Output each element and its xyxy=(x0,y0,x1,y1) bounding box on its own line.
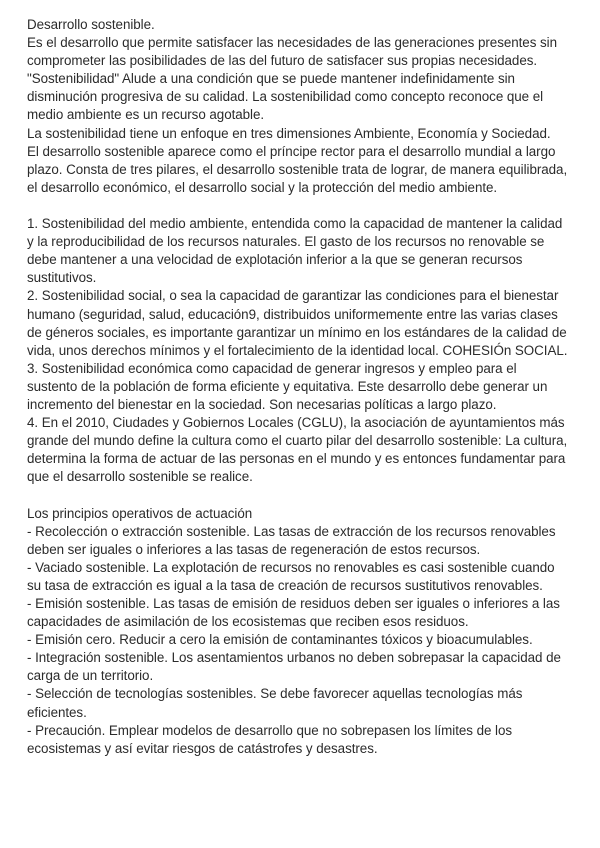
pillar-line: de géneros sociales, es importante garantizar un mínimo en los estándares de la calidad de xyxy=(27,324,567,340)
intro-line: el desarrollo económico, el desarrollo social y la protección del medio ambiente. xyxy=(27,179,498,195)
pillar-line: 4. En el 2010, Ciudades y Gobiernos Locales (CGLU), la asociación de ayuntamientos más xyxy=(27,415,565,431)
pillar-line: incremento del bienestar en la sociedad. Son necesarias políticas a largo plazo. xyxy=(27,396,497,412)
pillar-line: 1. Sostenibilidad del medio ambiente, entendida como la capacidad de mantener la calidad xyxy=(27,216,563,232)
principle-line: - Vaciado sostenible. La explotación de recursos no renovables es casi sostenible cuando xyxy=(27,559,555,575)
intro-section xyxy=(27,34,587,197)
document-title: Desarrollo sostenible. xyxy=(27,17,155,32)
pillar-line: sustitutivos. xyxy=(27,270,97,286)
principle-line: ecosistemas y así evitar riesgos de catástrofes y desastres. xyxy=(27,740,378,756)
principle-line: carga de un territorio. xyxy=(27,668,154,684)
paragraph-spacer xyxy=(27,197,587,215)
pillar-line: determina la forma de actuar de las personas en el mundo y es entonces fundamentar para xyxy=(27,451,566,467)
pillar-line: grande del mundo define la cultura como el cuarto pilar del desarrollo sostenible: La cultura, xyxy=(27,433,568,449)
intro-line: Es el desarrollo que permite satisfacer las necesidades de las generaciones presentes sin xyxy=(27,35,557,51)
principle-line: - Selección de tecnologías sostenibles. Se debe favorecer aquellas tecnologías más xyxy=(27,686,523,702)
pillar-line: 2. Sostenibilidad social, o sea la capacidad de garantizar las condiciones para el bienestar xyxy=(27,288,559,304)
principle-line: deben ser iguales o inferiores a las tasas de regeneración de estos recursos. xyxy=(27,541,481,557)
intro-line: plazo. Consta de tres pilares, el desarrollo sostenible trata de lograr, de manera equilibrada, xyxy=(27,161,568,177)
intro-line: La sostenibilidad tiene un enfoque en tres dimensiones Ambiente, Economía y Sociedad. xyxy=(27,125,551,141)
intro-line: "Sostenibilidad" Alude a una condición que se puede mantener indefinidamente sin xyxy=(27,71,515,87)
principle-line: - Emisión cero. Reducir a cero la emisión de contaminantes tóxicos y bioacumulables. xyxy=(27,632,533,648)
paragraph-spacer xyxy=(27,486,587,504)
principles-heading: Los principios operativos de actuación xyxy=(27,505,253,521)
pillar-line: que el desarrollo sostenible se realice. xyxy=(27,469,253,485)
pillars-section xyxy=(27,215,587,486)
principle-line: capacidades de asimilación de los ecosistemas que reciben esos residuos. xyxy=(27,614,469,630)
pillar-line: 3. Sostenibilidad económica como capacidad de generar ingresos y empleo para el xyxy=(27,360,517,376)
intro-line: medio ambiente es un recurso agotable. xyxy=(27,107,265,123)
principle-line: su tasa de extracción es igual a la tasa de creación de recursos sustitutivos renovables. xyxy=(27,577,543,593)
document-page xyxy=(27,16,587,758)
principle-line: eficientes. xyxy=(27,704,87,720)
pillar-line: y la reproducibilidad de los recursos naturales. El gasto de los recursos no renovable se xyxy=(27,234,545,250)
pillar-line: humano (seguridad, salud, educación9, distribuidos uniformemente entre las varias clases xyxy=(27,306,558,322)
intro-line: El desarrollo sostenible aparece como el príncipe rector para el desarrollo mundial a largo xyxy=(27,143,556,159)
principle-line: - Precaución. Emplear modelos de desarrollo que no sobrepasen los límites de los xyxy=(27,722,513,738)
principle-line: - Integración sostenible. Los asentamientos urbanos no deben sobrepasar la capacidad de xyxy=(27,650,561,666)
intro-line: disminución progresiva de su calidad. La sostenibilidad como concepto reconoce que el xyxy=(27,89,544,105)
principle-line: - Recolección o extracción sostenible. Las tasas de extracción de los recursos renovables xyxy=(27,523,556,539)
pillar-line: vida, unos derechos mínimos y el fortalecimiento de la identidad local. COHESIÓn SOCIAL. xyxy=(27,342,568,358)
intro-line: comprometer las posibilidades de las del futuro de satisfacer sus propias necesidades. xyxy=(27,53,538,69)
principles-section xyxy=(27,505,587,758)
principle-line: - Emisión sostenible. Las tasas de emisión de residuos deben ser iguales o inferiores a las xyxy=(27,596,560,611)
pillar-line: debe mantener a una velocidad de explotación inferior a la que se generan recursos xyxy=(27,252,523,268)
pillar-line: sustento de la población de forma eficiente y equitativa. Este desarrollo debe generar un xyxy=(27,378,548,394)
